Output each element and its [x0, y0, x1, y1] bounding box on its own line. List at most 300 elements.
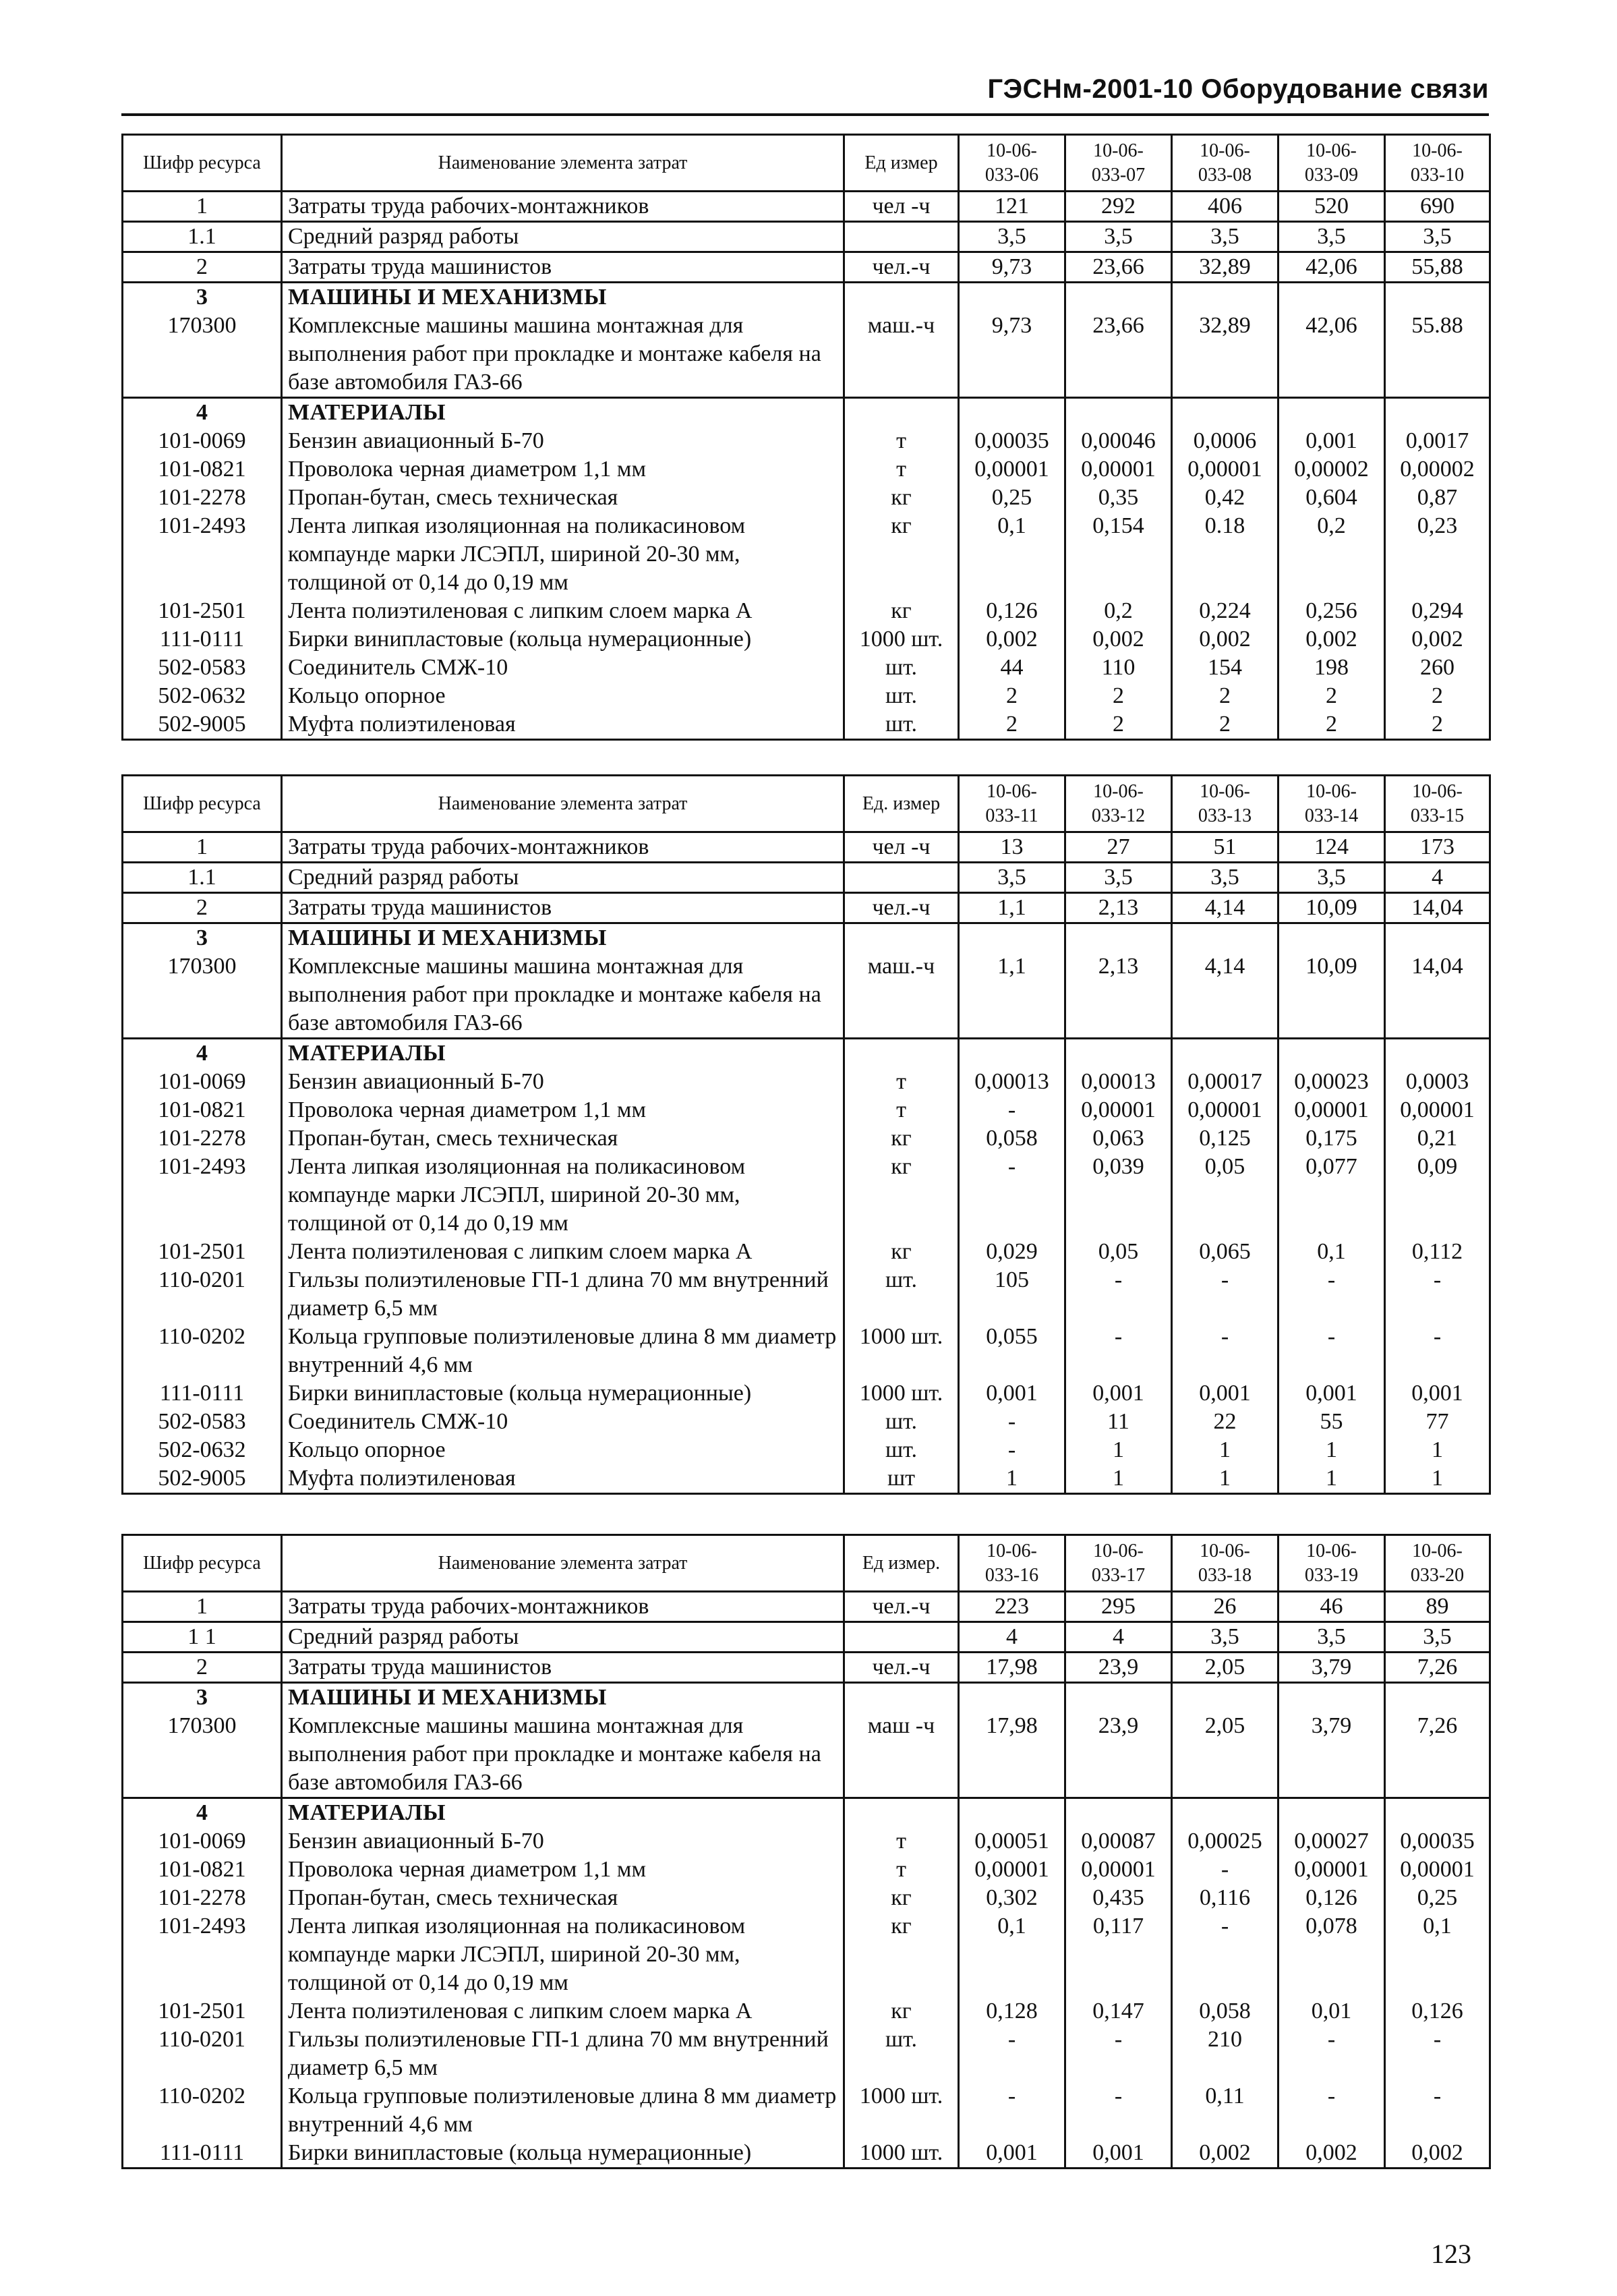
resource-value	[1172, 1039, 1278, 1068]
resource-value: 223	[959, 1592, 1065, 1622]
resource-value: 3,5	[1278, 1622, 1385, 1653]
resource-value: 3,5	[1278, 863, 1385, 893]
resource-value	[1278, 398, 1385, 428]
table-row	[123, 1408, 1490, 1436]
resource-code: 1.1	[123, 222, 282, 252]
resource-name: Затраты труда машинистов	[282, 1653, 844, 1683]
table-row	[123, 1912, 1490, 1997]
resource-unit: 1000 шт.	[844, 1323, 959, 1379]
resource-code: 101-0069	[123, 1827, 282, 1856]
resource-value	[959, 1798, 1065, 1828]
resource-name: Лента липкая изоляционная на поликасиновом компаунде марки ЛСЭПЛ, шириной 20-30 мм, толщиной от 0,14 до 0,19 мм	[282, 1153, 844, 1238]
table-row	[123, 2082, 1490, 2139]
header-norm-code: 10-06- 033-18	[1172, 1535, 1278, 1592]
header-norm-code: 10-06- 033-20	[1385, 1535, 1490, 1592]
resource-value	[959, 1683, 1065, 1713]
resource-value: 10,09	[1278, 952, 1385, 1039]
table-row	[123, 923, 1490, 953]
resource-name: Затраты труда рабочих-монтажников	[282, 832, 844, 863]
resource-name: Затраты труда машинистов	[282, 893, 844, 923]
table-row	[123, 1238, 1490, 1266]
table-row	[123, 1798, 1490, 1828]
resource-unit: кг	[844, 1912, 959, 1997]
resource-code: 101-2493	[123, 1153, 282, 1238]
header-unit: Ед измер.	[844, 1535, 959, 1592]
resource-value: -	[1172, 1266, 1278, 1323]
resource-value: 0,35	[1065, 484, 1172, 512]
resource-value: 2,05	[1172, 1653, 1278, 1683]
table-row	[123, 832, 1490, 863]
resource-value: 0,00001	[1385, 1096, 1490, 1124]
resource-unit	[844, 863, 959, 893]
resource-value	[1065, 1798, 1172, 1828]
resource-value	[1065, 923, 1172, 953]
resource-code: 101-0821	[123, 1096, 282, 1124]
resource-value: 0,00017	[1172, 1068, 1278, 1096]
header-norm-code: 10-06- 033-19	[1278, 1535, 1385, 1592]
resource-value: -	[1172, 1856, 1278, 1884]
resource-value: 9,73	[959, 312, 1065, 398]
resource-code: 101-2278	[123, 484, 282, 512]
resource-value: 0,09	[1385, 1153, 1490, 1238]
resource-value: 3,79	[1278, 1653, 1385, 1683]
resource-value: 0,001	[959, 1379, 1065, 1408]
resource-value: 0,0006	[1172, 427, 1278, 455]
resource-code: 502-9005	[123, 1464, 282, 1494]
resource-value	[1385, 1039, 1490, 1068]
resource-unit: кг	[844, 1997, 959, 2026]
resource-value: -	[959, 2026, 1065, 2082]
resource-value: -	[1065, 1266, 1172, 1323]
resource-value: 0,002	[1172, 2139, 1278, 2169]
resource-code: 4	[123, 1039, 282, 1068]
resource-unit: шт.	[844, 1408, 959, 1436]
table-row	[123, 2026, 1490, 2082]
table-row	[123, 1712, 1490, 1798]
resource-value: 2	[1278, 682, 1385, 710]
resource-value	[1065, 283, 1172, 312]
resource-value: 1	[1172, 1464, 1278, 1494]
resource-value	[1065, 398, 1172, 428]
table-row	[123, 710, 1490, 740]
header-unit: Ед. измер	[844, 776, 959, 832]
resource-code: 2	[123, 893, 282, 923]
resource-value: 1	[1385, 1464, 1490, 1494]
resource-unit: т	[844, 1827, 959, 1856]
table-row	[123, 1096, 1490, 1124]
resource-code: 502-0583	[123, 1408, 282, 1436]
table-row	[123, 283, 1490, 312]
resource-value: 0,117	[1065, 1912, 1172, 1997]
resource-name: Комплексные машины машина монтажная для выполнения работ при прокладке и монтаже кабеля на базе автомобиля ГАЗ-66	[282, 312, 844, 398]
resource-value: 0,00051	[959, 1827, 1065, 1856]
resource-value	[1172, 923, 1278, 953]
header-name: Наименование элемента затрат	[282, 776, 844, 832]
resource-value: 10,09	[1278, 893, 1385, 923]
resource-value: 26	[1172, 1592, 1278, 1622]
header-code: Шифр ресурса	[123, 776, 282, 832]
resource-value: 17,98	[959, 1712, 1065, 1798]
resource-name: Гильзы полиэтиленовые ГП-1 длина 70 мм внутренний диаметр 6,5 мм	[282, 2026, 844, 2082]
resource-value: 77	[1385, 1408, 1490, 1436]
resource-value: 0,1	[959, 1912, 1065, 1997]
resource-name: Кольцо опорное	[282, 682, 844, 710]
header-name: Наименование элемента затрат	[282, 135, 844, 192]
resource-value: 2	[1065, 710, 1172, 740]
table-row	[123, 455, 1490, 484]
resource-name: МАШИНЫ И МЕХАНИЗМЫ	[282, 283, 844, 312]
resource-value: 44	[959, 654, 1065, 682]
resource-value: 2,13	[1065, 893, 1172, 923]
table-row	[123, 192, 1490, 222]
resource-unit: т	[844, 427, 959, 455]
resource-value: 0,42	[1172, 484, 1278, 512]
resource-code: 1.1	[123, 863, 282, 893]
resource-code: 4	[123, 1798, 282, 1828]
resource-name: Кольца групповые полиэтиленовые длина 8 мм диаметр внутренний 4,6 мм	[282, 1323, 844, 1379]
table-row	[123, 2139, 1490, 2169]
resource-value: 0,001	[1278, 427, 1385, 455]
table-row	[123, 654, 1490, 682]
resource-value: -	[1278, 2026, 1385, 2082]
resource-name: Муфта полиэтиленовая	[282, 710, 844, 740]
resource-value: 2	[959, 682, 1065, 710]
resource-value: 0,002	[1385, 625, 1490, 654]
resource-code: 110-0202	[123, 1323, 282, 1379]
resource-name: Пропан-бутан, смесь техническая	[282, 484, 844, 512]
resource-code: 101-2278	[123, 1884, 282, 1912]
resource-value	[959, 1039, 1065, 1068]
resource-value: 17,98	[959, 1653, 1065, 1683]
resource-value: 4	[959, 1622, 1065, 1653]
resource-code: 1	[123, 192, 282, 222]
table-row	[123, 427, 1490, 455]
table-row	[123, 1997, 1490, 2026]
resource-value: 0,224	[1172, 597, 1278, 625]
resource-unit: шт.	[844, 2026, 959, 2082]
resource-value: 0,05	[1172, 1153, 1278, 1238]
resource-name: Комплексные машины машина монтажная для выполнения работ при прокладке и монтаже кабеля на базе автомобиля ГАЗ-66	[282, 952, 844, 1039]
resource-code: 101-2278	[123, 1124, 282, 1153]
resource-value: -	[959, 1096, 1065, 1124]
resource-unit: кг	[844, 484, 959, 512]
resource-value: 1	[959, 1464, 1065, 1494]
resource-unit: т	[844, 1856, 959, 1884]
resource-value: 0,1	[959, 512, 1065, 597]
resource-value: 0,001	[1065, 2139, 1172, 2169]
resource-value: 105	[959, 1266, 1065, 1323]
resource-name: Лента полиэтиленовая с липким слоем марка А	[282, 597, 844, 625]
resource-value: -	[1385, 1323, 1490, 1379]
resource-name: Гильзы полиэтиленовые ГП-1 длина 70 мм внутренний диаметр 6,5 мм	[282, 1266, 844, 1323]
table-row	[123, 1592, 1490, 1622]
resource-value	[959, 923, 1065, 953]
resource-value: 0,125	[1172, 1124, 1278, 1153]
resource-value: 11	[1065, 1408, 1172, 1436]
resource-value: 0,029	[959, 1238, 1065, 1266]
table-row	[123, 1856, 1490, 1884]
header-code: Шифр ресурса	[123, 135, 282, 192]
resource-value: 2	[1385, 710, 1490, 740]
resource-value: 0,25	[959, 484, 1065, 512]
resource-code: 4	[123, 398, 282, 428]
table-row	[123, 1379, 1490, 1408]
table-row	[123, 893, 1490, 923]
resource-value: 690	[1385, 192, 1490, 222]
resource-value	[1385, 1683, 1490, 1713]
table-row	[123, 1068, 1490, 1096]
resource-value: 0,604	[1278, 484, 1385, 512]
resource-value: 0,302	[959, 1884, 1065, 1912]
header-norm-code: 10-06- 033-17	[1065, 1535, 1172, 1592]
resource-value	[1385, 923, 1490, 953]
resource-value: -	[1278, 1323, 1385, 1379]
resource-value: -	[959, 1153, 1065, 1238]
resource-name: Лента липкая изоляционная на поликасиновом компаунде марки ЛСЭПЛ, шириной 20-30 мм, толщиной от 0,14 до 0,19 мм	[282, 512, 844, 597]
table-row	[123, 398, 1490, 428]
header-norm-code: 10-06- 033-08	[1172, 135, 1278, 192]
resource-value: 23,9	[1065, 1712, 1172, 1798]
table-row	[123, 682, 1490, 710]
resource-value: 0,00046	[1065, 427, 1172, 455]
resource-table-3	[121, 1534, 1491, 2169]
resource-value: 23,66	[1065, 252, 1172, 283]
resource-unit	[844, 1622, 959, 1653]
resource-value: 0.18	[1172, 512, 1278, 597]
resource-unit: чел.-ч	[844, 1592, 959, 1622]
resource-value: 0,00027	[1278, 1827, 1385, 1856]
resource-unit: чел -ч	[844, 832, 959, 863]
resource-code: 101-0069	[123, 1068, 282, 1096]
resource-value: 0,147	[1065, 1997, 1172, 2026]
header-norm-code: 10-06- 033-13	[1172, 776, 1278, 832]
resource-name: Бензин авиационный Б-70	[282, 427, 844, 455]
resource-value: 2	[1385, 682, 1490, 710]
table-row	[123, 1653, 1490, 1683]
resource-value: 51	[1172, 832, 1278, 863]
resource-value: 2	[1065, 682, 1172, 710]
resource-value: 0,00035	[959, 427, 1065, 455]
resource-name: Проволока черная диаметром 1,1 мм	[282, 455, 844, 484]
resource-name: Бирки винипластовые (кольца нумерационные)	[282, 625, 844, 654]
resource-code: 170300	[123, 952, 282, 1039]
resource-unit: кг	[844, 1884, 959, 1912]
resource-value: 121	[959, 192, 1065, 222]
resource-unit: кг	[844, 1124, 959, 1153]
resource-value: 3,5	[1385, 222, 1490, 252]
table-row	[123, 512, 1490, 597]
header-norm-code: 10-06- 033-15	[1385, 776, 1490, 832]
resource-value: 0,00023	[1278, 1068, 1385, 1096]
resource-value	[1172, 1683, 1278, 1713]
resource-value: 3,5	[1172, 222, 1278, 252]
resource-value: 1	[1172, 1436, 1278, 1464]
resource-name: Бирки винипластовые (кольца нумерационные)	[282, 1379, 844, 1408]
resource-value: 0,002	[1065, 625, 1172, 654]
resource-unit: маш.-ч	[844, 952, 959, 1039]
resource-unit	[844, 283, 959, 312]
resource-value: 32,89	[1172, 312, 1278, 398]
resource-unit: кг	[844, 1153, 959, 1238]
resource-value: 0,00001	[1172, 455, 1278, 484]
resource-value: -	[1385, 1266, 1490, 1323]
resource-value: 32,89	[1172, 252, 1278, 283]
resource-value: 9,73	[959, 252, 1065, 283]
resource-value: 4,14	[1172, 893, 1278, 923]
resource-unit: кг	[844, 597, 959, 625]
resource-value: 0,00013	[1065, 1068, 1172, 1096]
resource-value: 3,5	[1172, 1622, 1278, 1653]
resource-value: 0,055	[959, 1323, 1065, 1379]
resource-name: Бирки винипластовые (кольца нумерационные)	[282, 2139, 844, 2169]
resource-value: 14,04	[1385, 952, 1490, 1039]
resource-code: 1	[123, 832, 282, 863]
resource-code: 101-0821	[123, 455, 282, 484]
resource-value: 0,001	[1278, 1379, 1385, 1408]
resource-value: 46	[1278, 1592, 1385, 1622]
resource-name: Соединитель СМЖ-10	[282, 1408, 844, 1436]
resource-value: 0,1	[1385, 1912, 1490, 1997]
resource-code: 3	[123, 1683, 282, 1713]
resource-name: МАТЕРИАЛЫ	[282, 1039, 844, 1068]
resource-value: 0,25	[1385, 1884, 1490, 1912]
resource-name: Кольца групповые полиэтиленовые длина 8 мм диаметр внутренний 4,6 мм	[282, 2082, 844, 2139]
resource-value: 0,2	[1278, 512, 1385, 597]
resource-value: 0,00087	[1065, 1827, 1172, 1856]
resource-value: 0,21	[1385, 1124, 1490, 1153]
table-row	[123, 863, 1490, 893]
resource-value	[1172, 398, 1278, 428]
resource-value	[959, 283, 1065, 312]
resource-value: 0,00013	[959, 1068, 1065, 1096]
resource-unit: кг	[844, 512, 959, 597]
resource-value: 2	[1172, 682, 1278, 710]
resource-value: 0,00025	[1172, 1827, 1278, 1856]
table-row	[123, 1683, 1490, 1713]
resource-code: 110-0201	[123, 2026, 282, 2082]
resource-value: 0,001	[1065, 1379, 1172, 1408]
resource-value: 23,66	[1065, 312, 1172, 398]
header-norm-code: 10-06- 033-09	[1278, 135, 1385, 192]
resource-value: 0,00001	[1172, 1096, 1278, 1124]
resource-value: 0,00001	[1065, 1096, 1172, 1124]
resource-value: 3,5	[1172, 863, 1278, 893]
resource-value: 0,063	[1065, 1124, 1172, 1153]
resource-value: 1	[1385, 1436, 1490, 1464]
resource-value: 198	[1278, 654, 1385, 682]
resource-code: 502-0632	[123, 682, 282, 710]
resource-code: 2	[123, 1653, 282, 1683]
resource-name: Затраты труда машинистов	[282, 252, 844, 283]
document-title: ГЭСНм-2001-10 Оборудование связи	[987, 74, 1489, 104]
table-header-row	[123, 1535, 1490, 1592]
resource-value: 0,126	[959, 597, 1065, 625]
resource-value: 0,256	[1278, 597, 1385, 625]
resource-value: -	[1278, 1266, 1385, 1323]
resource-value	[1278, 1683, 1385, 1713]
resource-code: 2	[123, 252, 282, 283]
resource-value: 1	[1278, 1436, 1385, 1464]
resource-name: Бензин авиационный Б-70	[282, 1827, 844, 1856]
resource-value: 0,058	[1172, 1997, 1278, 2026]
resource-table-2	[121, 774, 1491, 1495]
resource-name: МАТЕРИАЛЫ	[282, 1798, 844, 1828]
resource-value: 4,14	[1172, 952, 1278, 1039]
resource-value: 0,00001	[1065, 455, 1172, 484]
resource-code: 3	[123, 283, 282, 312]
resource-code: 110-0201	[123, 1266, 282, 1323]
table-row	[123, 1323, 1490, 1379]
resource-code: 101-2501	[123, 1997, 282, 2026]
resource-value: 292	[1065, 192, 1172, 222]
page-number: 123	[1431, 2239, 1471, 2269]
header-norm-code: 10-06- 033-16	[959, 1535, 1065, 1592]
resource-code: 110-0202	[123, 2082, 282, 2139]
resource-value: -	[959, 1408, 1065, 1436]
resource-value: 0,00002	[1278, 455, 1385, 484]
resource-value: 0,2	[1065, 597, 1172, 625]
resource-code: 502-0583	[123, 654, 282, 682]
resource-code: 101-2501	[123, 597, 282, 625]
resource-value: 0,001	[1385, 1379, 1490, 1408]
resource-unit	[844, 1039, 959, 1068]
resource-code: 170300	[123, 1712, 282, 1798]
resource-value: 2	[1172, 710, 1278, 740]
header-norm-code: 10-06- 033-07	[1065, 135, 1172, 192]
resource-value: 0,002	[959, 625, 1065, 654]
resource-value: 1	[1065, 1436, 1172, 1464]
resource-value: 0,058	[959, 1124, 1065, 1153]
resource-value: 0,11	[1172, 2082, 1278, 2139]
resource-unit: чел.-ч	[844, 1653, 959, 1683]
resource-value: -	[1385, 2026, 1490, 2082]
resource-unit	[844, 1683, 959, 1713]
resource-code: 111-0111	[123, 625, 282, 654]
resource-unit: шт.	[844, 654, 959, 682]
table-row	[123, 1436, 1490, 1464]
resource-value: 1,1	[959, 893, 1065, 923]
resource-value: 0,002	[1278, 625, 1385, 654]
table-row	[123, 1622, 1490, 1653]
table-row	[123, 625, 1490, 654]
resource-value: 406	[1172, 192, 1278, 222]
resource-value: 0,294	[1385, 597, 1490, 625]
resource-value: 3,5	[1065, 863, 1172, 893]
resource-value: 0,00001	[1278, 1856, 1385, 1884]
resource-name: Пропан-бутан, смесь техническая	[282, 1124, 844, 1153]
table-row	[123, 1884, 1490, 1912]
resource-unit: маш.-ч	[844, 312, 959, 398]
header-norm-code: 10-06- 033-14	[1278, 776, 1385, 832]
table-header-row	[123, 776, 1490, 832]
resource-value: 0,116	[1172, 1884, 1278, 1912]
resource-value: 1,1	[959, 952, 1065, 1039]
resource-value: 0,00035	[1385, 1827, 1490, 1856]
resource-value: 3,5	[1278, 222, 1385, 252]
resource-value: 173	[1385, 832, 1490, 863]
resource-value: 0,0017	[1385, 427, 1490, 455]
resource-unit: кг	[844, 1238, 959, 1266]
resource-value	[1278, 923, 1385, 953]
resource-value	[1172, 1798, 1278, 1828]
resource-code: 101-0821	[123, 1856, 282, 1884]
resource-code: 1	[123, 1592, 282, 1622]
resource-unit: шт	[844, 1464, 959, 1494]
resource-value: 0,002	[1172, 625, 1278, 654]
resource-name: Проволока черная диаметром 1,1 мм	[282, 1856, 844, 1884]
resource-value: 0,23	[1385, 512, 1490, 597]
resource-value: 4	[1385, 863, 1490, 893]
